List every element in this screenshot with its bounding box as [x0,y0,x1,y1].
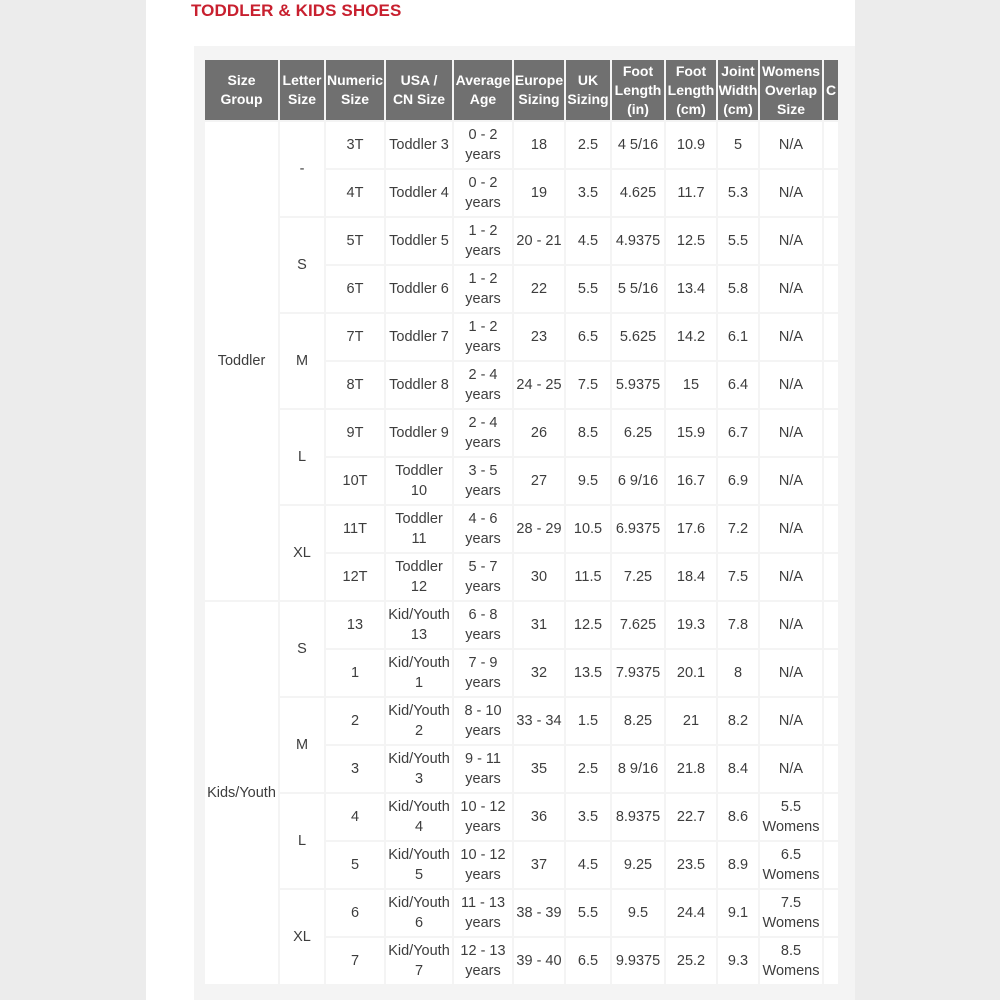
foot-length-in-cell: 6.25 [612,410,664,456]
usa-cn-size-cell: Toddler 5 [386,218,452,264]
joint-width-cell: 9.1 [718,890,758,936]
womens-overlap-cell: N/A [760,362,822,408]
joint-width-cell: 5.5 [718,218,758,264]
foot-length-in-cell: 4 5/16 [612,122,664,168]
numeric-size-cell: 6 [326,890,384,936]
numeric-size-cell: 4 [326,794,384,840]
size-group-toddler: Toddler [205,122,278,600]
page [146,0,855,1000]
usa-cn-size-cell: Toddler 8 [386,362,452,408]
table-row [205,602,838,648]
europe-sizing-cell: 37 [514,842,564,888]
numeric-size-cell: 3T [326,122,384,168]
header-joint-width: Joint Width (cm) [718,60,758,120]
average-age-cell: 7 - 9 years [454,650,512,696]
cut-off-cell [824,218,838,264]
uk-sizing-cell: 3.5 [566,794,610,840]
letter-size-cell: S [280,218,324,312]
average-age-cell: 5 - 7 years [454,554,512,600]
cut-off-cell [824,362,838,408]
womens-overlap-cell: 7.5 Womens [760,890,822,936]
uk-sizing-cell: 6.5 [566,938,610,984]
cut-off-cell [824,170,838,216]
numeric-size-cell: 4T [326,170,384,216]
europe-sizing-cell: 31 [514,602,564,648]
table-row [205,890,838,936]
europe-sizing-cell: 39 - 40 [514,938,564,984]
numeric-size-cell: 5T [326,218,384,264]
foot-length-in-cell: 4.625 [612,170,664,216]
cut-off-cell [824,938,838,984]
europe-sizing-cell: 35 [514,746,564,792]
cut-off-cell [824,122,838,168]
foot-length-in-cell: 7.9375 [612,650,664,696]
letter-size-cell: M [280,314,324,408]
table-row [205,506,838,552]
joint-width-cell: 7.5 [718,554,758,600]
usa-cn-size-cell: Toddler 10 [386,458,452,504]
cut-off-cell [824,554,838,600]
cut-off-cell [824,698,838,744]
uk-sizing-cell: 2.5 [566,122,610,168]
foot-length-in-cell: 6.9375 [612,506,664,552]
average-age-cell: 1 - 2 years [454,266,512,312]
europe-sizing-cell: 24 - 25 [514,362,564,408]
header-europe-sizing: Europe Sizing [514,60,564,120]
womens-overlap-cell: N/A [760,554,822,600]
size-chart-table [203,58,840,986]
uk-sizing-cell: 9.5 [566,458,610,504]
table-row [205,122,838,168]
usa-cn-size-cell: Toddler 6 [386,266,452,312]
numeric-size-cell: 9T [326,410,384,456]
uk-sizing-cell: 2.5 [566,746,610,792]
size-chart-card [194,46,855,1000]
foot-length-cm-cell: 11.7 [666,170,716,216]
uk-sizing-cell: 8.5 [566,410,610,456]
joint-width-cell: 8.9 [718,842,758,888]
foot-length-cm-cell: 17.6 [666,506,716,552]
foot-length-cm-cell: 24.4 [666,890,716,936]
europe-sizing-cell: 33 - 34 [514,698,564,744]
uk-sizing-cell: 5.5 [566,266,610,312]
numeric-size-cell: 8T [326,362,384,408]
womens-overlap-cell: 8.5 Womens [760,938,822,984]
cut-off-cell [824,410,838,456]
foot-length-in-cell: 7.625 [612,602,664,648]
foot-length-cm-cell: 12.5 [666,218,716,264]
womens-overlap-cell: N/A [760,650,822,696]
table-row [205,410,838,456]
usa-cn-size-cell: Kid/Youth 1 [386,650,452,696]
average-age-cell: 10 - 12 years [454,842,512,888]
numeric-size-cell: 12T [326,554,384,600]
numeric-size-cell: 10T [326,458,384,504]
usa-cn-size-cell: Toddler 12 [386,554,452,600]
europe-sizing-cell: 28 - 29 [514,506,564,552]
numeric-size-cell: 2 [326,698,384,744]
joint-width-cell: 9.3 [718,938,758,984]
cut-off-cell [824,890,838,936]
usa-cn-size-cell: Kid/Youth 7 [386,938,452,984]
cut-off-cell [824,266,838,312]
usa-cn-size-cell: Toddler 3 [386,122,452,168]
uk-sizing-cell: 11.5 [566,554,610,600]
header-letter-size: Letter Size [280,60,324,120]
foot-length-in-cell: 6 9/16 [612,458,664,504]
europe-sizing-cell: 22 [514,266,564,312]
header-numeric-size: Numeric Size [326,60,384,120]
womens-overlap-cell: N/A [760,602,822,648]
foot-length-in-cell: 5.625 [612,314,664,360]
cut-off-cell [824,602,838,648]
letter-size-cell: XL [280,890,324,984]
usa-cn-size-cell: Toddler 11 [386,506,452,552]
header-foot-length-in: Foot Length (in) [612,60,664,120]
womens-overlap-cell: N/A [760,266,822,312]
average-age-cell: 1 - 2 years [454,218,512,264]
numeric-size-cell: 1 [326,650,384,696]
joint-width-cell: 6.4 [718,362,758,408]
usa-cn-size-cell: Toddler 7 [386,314,452,360]
numeric-size-cell: 6T [326,266,384,312]
average-age-cell: 0 - 2 years [454,170,512,216]
womens-overlap-cell: N/A [760,218,822,264]
joint-width-cell: 7.2 [718,506,758,552]
womens-overlap-cell: N/A [760,170,822,216]
europe-sizing-cell: 23 [514,314,564,360]
table-row [205,698,838,744]
header-womens-overlap: Womens Overlap Size [760,60,822,120]
europe-sizing-cell: 27 [514,458,564,504]
womens-overlap-cell: N/A [760,410,822,456]
europe-sizing-cell: 20 - 21 [514,218,564,264]
womens-overlap-cell: N/A [760,122,822,168]
joint-width-cell: 6.7 [718,410,758,456]
usa-cn-size-cell: Kid/Youth 2 [386,698,452,744]
uk-sizing-cell: 1.5 [566,698,610,744]
header-row [205,60,838,120]
joint-width-cell: 8.6 [718,794,758,840]
uk-sizing-cell: 4.5 [566,842,610,888]
foot-length-in-cell: 9.9375 [612,938,664,984]
usa-cn-size-cell: Toddler 4 [386,170,452,216]
letter-size-cell: L [280,410,324,504]
europe-sizing-cell: 32 [514,650,564,696]
foot-length-cm-cell: 14.2 [666,314,716,360]
letter-size-cell: M [280,698,324,792]
average-age-cell: 6 - 8 years [454,602,512,648]
cut-off-cell [824,650,838,696]
foot-length-in-cell: 5 5/16 [612,266,664,312]
cut-off-cell [824,506,838,552]
foot-length-in-cell: 7.25 [612,554,664,600]
joint-width-cell: 8.4 [718,746,758,792]
table-row [205,794,838,840]
usa-cn-size-cell: Kid/Youth 3 [386,746,452,792]
average-age-cell: 2 - 4 years [454,410,512,456]
cut-off-cell [824,794,838,840]
average-age-cell: 12 - 13 years [454,938,512,984]
letter-size-cell: - [280,122,324,216]
usa-cn-size-cell: Kid/Youth 4 [386,794,452,840]
foot-length-cm-cell: 21.8 [666,746,716,792]
uk-sizing-cell: 13.5 [566,650,610,696]
cut-off-cell [824,842,838,888]
average-age-cell: 9 - 11 years [454,746,512,792]
joint-width-cell: 7.8 [718,602,758,648]
uk-sizing-cell: 4.5 [566,218,610,264]
europe-sizing-cell: 18 [514,122,564,168]
foot-length-cm-cell: 15.9 [666,410,716,456]
foot-length-cm-cell: 13.4 [666,266,716,312]
header-average-age: Average Age [454,60,512,120]
usa-cn-size-cell: Kid/Youth 6 [386,890,452,936]
average-age-cell: 10 - 12 years [454,794,512,840]
uk-sizing-cell: 7.5 [566,362,610,408]
womens-overlap-cell: N/A [760,506,822,552]
cut-off-cell [824,458,838,504]
cut-off-cell [824,314,838,360]
foot-length-in-cell: 5.9375 [612,362,664,408]
joint-width-cell: 5.8 [718,266,758,312]
average-age-cell: 3 - 5 years [454,458,512,504]
letter-size-cell: L [280,794,324,888]
numeric-size-cell: 5 [326,842,384,888]
foot-length-in-cell: 4.9375 [612,218,664,264]
foot-length-cm-cell: 20.1 [666,650,716,696]
uk-sizing-cell: 3.5 [566,170,610,216]
foot-length-in-cell: 8 9/16 [612,746,664,792]
average-age-cell: 1 - 2 years [454,314,512,360]
foot-length-cm-cell: 10.9 [666,122,716,168]
womens-overlap-cell: N/A [760,458,822,504]
joint-width-cell: 8.2 [718,698,758,744]
header-usa-cn-size: USA / CN Size [386,60,452,120]
average-age-cell: 0 - 2 years [454,122,512,168]
numeric-size-cell: 3 [326,746,384,792]
foot-length-cm-cell: 19.3 [666,602,716,648]
average-age-cell: 2 - 4 years [454,362,512,408]
page-title: TODDLER & KIDS SHOES [191,1,402,20]
numeric-size-cell: 13 [326,602,384,648]
foot-length-in-cell: 8.9375 [612,794,664,840]
numeric-size-cell: 7 [326,938,384,984]
header-uk-sizing: UK Sizing [566,60,610,120]
europe-sizing-cell: 19 [514,170,564,216]
foot-length-cm-cell: 25.2 [666,938,716,984]
usa-cn-size-cell: Kid/Youth 5 [386,842,452,888]
joint-width-cell: 6.9 [718,458,758,504]
usa-cn-size-cell: Toddler 9 [386,410,452,456]
joint-width-cell: 6.1 [718,314,758,360]
womens-overlap-cell: N/A [760,698,822,744]
womens-overlap-cell: 6.5 Womens [760,842,822,888]
numeric-size-cell: 11T [326,506,384,552]
average-age-cell: 4 - 6 years [454,506,512,552]
uk-sizing-cell: 12.5 [566,602,610,648]
foot-length-cm-cell: 23.5 [666,842,716,888]
foot-length-cm-cell: 22.7 [666,794,716,840]
europe-sizing-cell: 30 [514,554,564,600]
foot-length-in-cell: 8.25 [612,698,664,744]
header-foot-length-cm: Foot Length (cm) [666,60,716,120]
header-size-group: Size Group [205,60,278,120]
europe-sizing-cell: 36 [514,794,564,840]
average-age-cell: 8 - 10 years [454,698,512,744]
cut-off-cell [824,746,838,792]
womens-overlap-cell: N/A [760,314,822,360]
europe-sizing-cell: 26 [514,410,564,456]
letter-size-cell: S [280,602,324,696]
uk-sizing-cell: 6.5 [566,314,610,360]
header-cut-off: C [824,60,838,120]
uk-sizing-cell: 10.5 [566,506,610,552]
table-row [205,218,838,264]
foot-length-cm-cell: 21 [666,698,716,744]
uk-sizing-cell: 5.5 [566,890,610,936]
foot-length-cm-cell: 16.7 [666,458,716,504]
usa-cn-size-cell: Kid/Youth 13 [386,602,452,648]
foot-length-in-cell: 9.5 [612,890,664,936]
womens-overlap-cell: N/A [760,746,822,792]
table-row [205,314,838,360]
foot-length-cm-cell: 18.4 [666,554,716,600]
foot-length-in-cell: 9.25 [612,842,664,888]
foot-length-cm-cell: 15 [666,362,716,408]
average-age-cell: 11 - 13 years [454,890,512,936]
numeric-size-cell: 7T [326,314,384,360]
europe-sizing-cell: 38 - 39 [514,890,564,936]
joint-width-cell: 5.3 [718,170,758,216]
joint-width-cell: 5 [718,122,758,168]
size-group-kids-youth: Kids/Youth [205,602,278,984]
womens-overlap-cell: 5.5 Womens [760,794,822,840]
letter-size-cell: XL [280,506,324,600]
joint-width-cell: 8 [718,650,758,696]
